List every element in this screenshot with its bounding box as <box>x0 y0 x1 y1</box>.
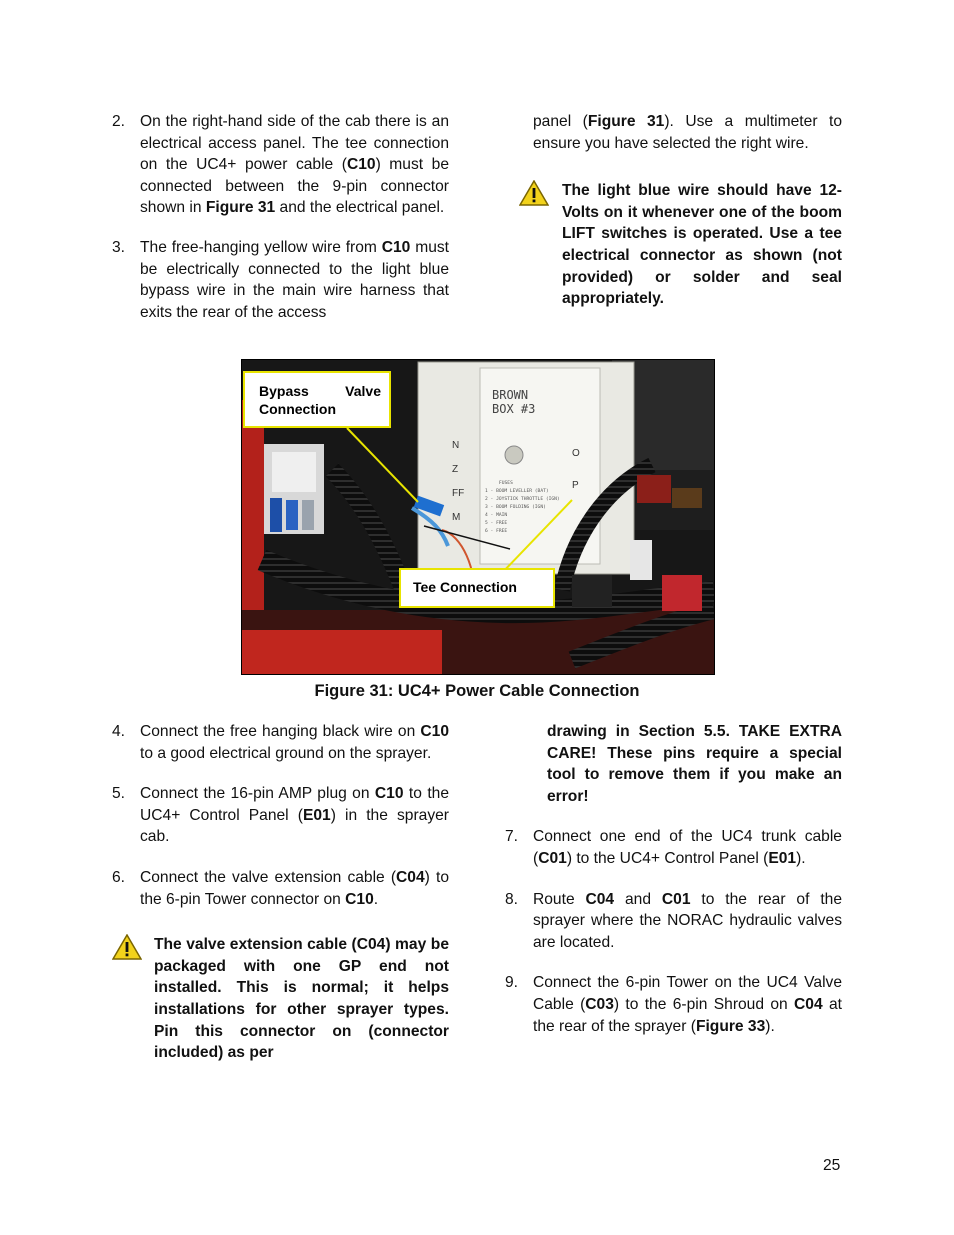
page-number: 25 <box>823 1157 841 1174</box>
callout-tee-connection: Tee Connection <box>399 568 555 608</box>
warning-icon <box>112 934 142 960</box>
warning-icon <box>519 180 549 206</box>
callout-bypass-valve: Bypass Valve Connection <box>243 371 391 428</box>
list-number: 6. <box>112 868 126 886</box>
figure-caption: Figure 31: UC4+ Power Cable Connection <box>314 682 640 700</box>
left-column-top <box>112 111 449 323</box>
list-number: 8. <box>505 890 519 908</box>
list-number: 7. <box>505 828 519 846</box>
warning-note: The light blue wire should have 12-Volts on it whenever one of the boom LIFT switches is operated. Use a tee electrical connector as shown (not provided) or solder and seal appropriately. <box>505 180 842 310</box>
list-item-6: 6. Connect the valve extension cable (C04) to the 6-pin Tower connector on C10. <box>112 868 449 908</box>
warning-continued: drawing in Section 5.5. TAKE EXTRA CARE! These pins require a special tool to remove them if you make an error! <box>547 723 842 805</box>
fuse-list: FUSES 1 - BOOM LEVELLER (BAT) 2 - JOYSTICK THROTTLE (IGN) 3 - BOOM FOLDING (IGN) 4 - MAIN 5 - FREE 6 - FREE <box>485 481 560 534</box>
right-column-top <box>505 111 842 310</box>
continued-paragraph: panel (Figure 31). Use a multimeter to ensure you have selected the right wire. <box>533 113 842 152</box>
list-item-8: 8. Route C04 and C01 to the rear of the sprayer where the NORAC hydraulic valves are located. <box>505 890 842 951</box>
left-column-bottom <box>112 721 449 1064</box>
list-item-4: 4. Connect the free hanging black wire on C10 to a good electrical ground on the sprayer. <box>112 723 449 762</box>
warning-note: The valve extension cable (C04) may be packaged with one GP end not installed. This is normal; it helps installations for other sprayer types. Pin this connector on (connector included) as per <box>112 934 449 1064</box>
right-column-bottom <box>505 721 842 1037</box>
panel-letters-right: O P <box>572 448 580 491</box>
panel-brown-box-label: BROWN BOX #3 <box>492 388 536 416</box>
list-item-7: 7. Connect one end of the UC4 trunk cable (C01) to the UC4+ Control Panel (E01). <box>505 828 842 867</box>
list-item-3: 3. The free-hanging yellow wire from C10 must be electrically connected to the light blue bypass wire in the main wire harness that exits the rear of the access <box>112 238 449 321</box>
list-item-2: 2. On the right-hand side of the cab there is an electrical access panel. The tee connection on the UC4+ power cable (C10) must be connected between the 9-pin connector shown in Figure 31 and the electrical panel. <box>112 113 449 217</box>
list-number: 3. <box>112 238 126 256</box>
list-item-9: 9. Connect the 6-pin Tower on the UC4 Valve Cable (C03) to the 6-pin Shroud on C04 at the rear of the sprayer (Figure 33). <box>505 974 842 1035</box>
list-number: 5. <box>112 785 126 803</box>
list-number: 4. <box>112 723 126 740</box>
list-number: 2. <box>112 113 126 130</box>
figure-photo <box>241 359 715 675</box>
list-number: 9. <box>505 974 519 992</box>
panel-letters-left: N Z FF M <box>452 440 465 523</box>
list-item-5: 5. Connect the 16-pin AMP plug on C10 to the UC4+ Control Panel (E01) in the sprayer cab. <box>112 785 449 846</box>
